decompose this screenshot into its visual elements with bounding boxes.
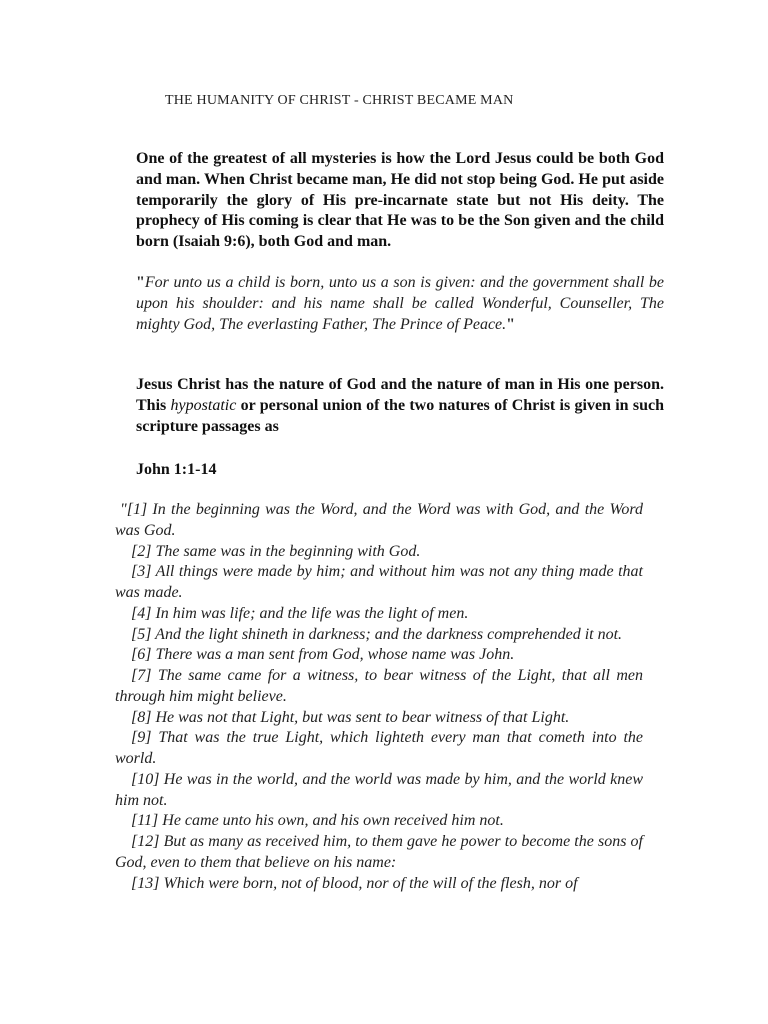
verse: [10] He was in the world, and the world was made by him, and the world knew him not. bbox=[115, 770, 643, 809]
verse: [8] He was not that Light, but was sent to bear witness of that Light. bbox=[131, 708, 570, 726]
scripture-reference: John 1:1-14 bbox=[136, 461, 217, 478]
verse: [3] All things were made by him; and without him was not any thing made that was made. bbox=[115, 563, 643, 601]
union-paragraph bbox=[115, 375, 664, 437]
verse: [7] The same came for a witness, to bear witness of the Light, that all men through him might believe. bbox=[115, 667, 643, 705]
union-paragraph-part2: or personal union of the two natures of Christ is given in such scripture passages as bbox=[136, 396, 664, 435]
verse: [9] That was the true Light, which lighteth every man that cometh into the world. bbox=[115, 729, 643, 767]
verse: "[1] In the beginning was the Word, and the Word was with God, and the Word was God. bbox=[115, 501, 643, 539]
page-title: THE HUMANITY OF CHRIST - CHRIST BECAME MAN bbox=[165, 93, 514, 108]
intro-paragraph: One of the greatest of all mysteries is how the Lord Jesus could be both God and man. When Christ became man, He did not stop being God. He put aside temporarily the glory of His pre-incarnate state but not His deity. The prophecy of His coming is clear that He was to be the Son given and the child born (Isaiah 9:6), both God and man. bbox=[136, 150, 664, 251]
quote-close-mark: " bbox=[506, 316, 516, 333]
hypostatic-term: hypostatic bbox=[170, 396, 237, 414]
quote-open-mark: " bbox=[136, 274, 145, 291]
verse: [13] Which were born, not of blood, nor of the will of the flesh, nor of bbox=[131, 874, 578, 892]
verse: [6] There was a man sent from God, whose name was John. bbox=[131, 646, 515, 664]
verse: [4] In him was life; and the life was the light of men. bbox=[131, 604, 469, 622]
verse: [2] The same was in the beginning with God. bbox=[131, 542, 421, 560]
isaiah-quote bbox=[115, 272, 664, 335]
verse: [11] He came unto his own, and his own received him not. bbox=[131, 812, 504, 830]
verse-list bbox=[115, 500, 643, 894]
union-paragraph-part1: Jesus Christ has the nature of God and the nature of man in His one person. This bbox=[136, 376, 664, 414]
quote-text: For unto us a child is born, unto us a son is given: and the government shall be upon his shoulder: and his name shall be called Wonderful, Counseller, The mighty God, The everlasting Father, The Prince of Peace. bbox=[136, 274, 664, 333]
verse: [12] But as many as received him, to them gave he power to become the sons of God, even to them that believe on his name: bbox=[115, 833, 643, 871]
verse: [5] And the light shineth in darkness; and the darkness comprehended it not. bbox=[131, 625, 623, 643]
